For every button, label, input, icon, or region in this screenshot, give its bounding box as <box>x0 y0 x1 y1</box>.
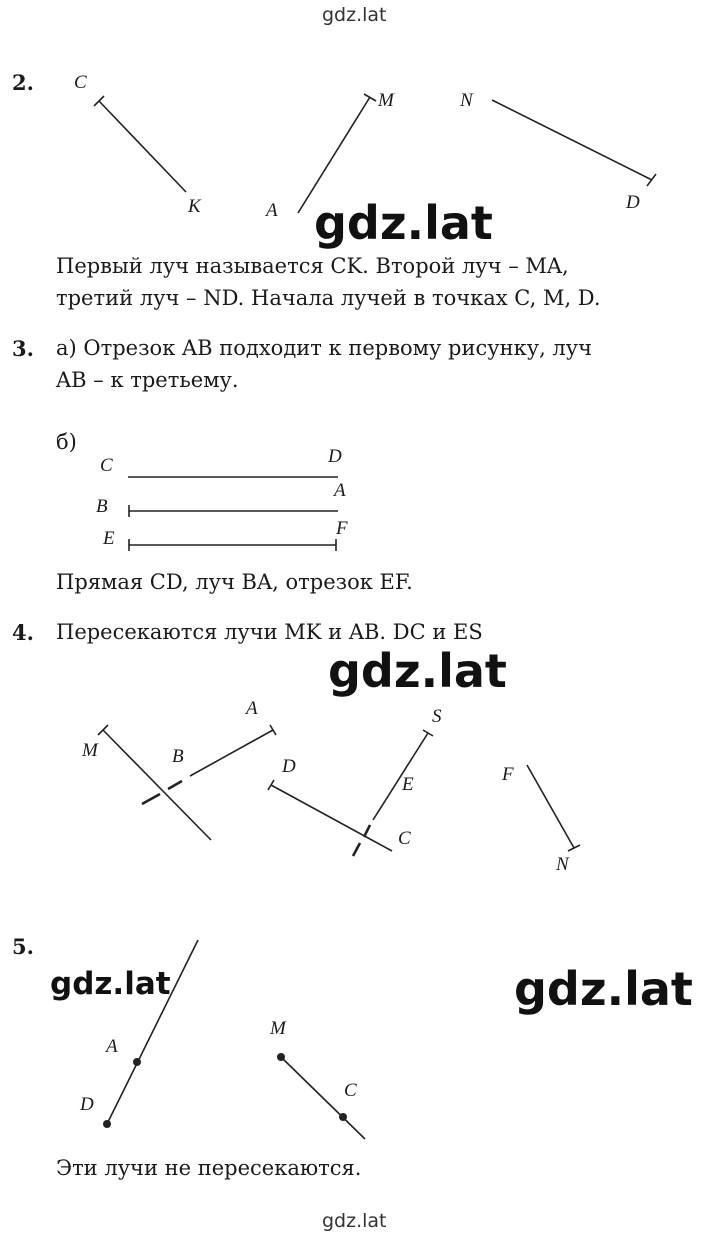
point-d-label: D <box>626 192 640 213</box>
task-3-text-b: Прямая CD, луч BA, отрезок EF. <box>56 570 413 594</box>
site-footer: gdz.lat <box>322 1210 387 1232</box>
point-c-label: C <box>74 72 87 93</box>
task-2-number: 2. <box>12 70 34 95</box>
point-n-label: N <box>460 90 473 111</box>
point-a-label: A <box>246 698 258 719</box>
task-2-text-line-1: Первый луч называется CK. Второй луч – MA, <box>56 254 569 278</box>
task-4-number: 4. <box>12 620 34 645</box>
ray-da <box>107 940 198 1124</box>
task-5-text: Эти лучи не пересекаются. <box>56 1156 362 1180</box>
point-d-label: D <box>328 446 342 467</box>
point-a <box>133 1058 141 1066</box>
point-m-label: M <box>82 740 98 761</box>
point-c <box>339 1113 347 1121</box>
point-a-label: A <box>334 480 346 501</box>
point-f-label: F <box>336 518 348 539</box>
task-3-number: 3. <box>12 336 34 361</box>
task-2-text-line-2: третий луч – ND. Начала лучей в точках C, M, D. <box>56 286 601 310</box>
point-a-label: A <box>106 1036 118 1057</box>
point-d-label: D <box>80 1094 94 1115</box>
point-k-label: K <box>188 196 201 217</box>
point-d-label: D <box>282 756 296 777</box>
point-b-label: B <box>172 746 184 767</box>
point-m-label: M <box>270 1018 286 1039</box>
task-3-text-a-line-1: а) Отрезок AB подходит к первому рисунку, луч <box>56 336 593 360</box>
point-m <box>277 1053 285 1061</box>
task-3-part-b-label: б) <box>56 430 77 454</box>
point-c-label: C <box>100 455 113 476</box>
task-3-text-a-line-2: AB – к третьему. <box>56 368 239 392</box>
watermark: gdz.lat <box>328 644 507 698</box>
task-5-number: 5. <box>12 934 34 959</box>
point-s-label: S <box>432 706 442 727</box>
point-m-label: M <box>378 90 394 111</box>
point-n-label: N <box>556 854 569 875</box>
task-4-text: Пересекаются лучи MK и AB. DC и ES <box>56 620 483 644</box>
point-a-label: A <box>266 200 278 221</box>
point-f-label: F <box>502 764 514 785</box>
point-b-label: B <box>96 496 108 517</box>
point-d <box>103 1120 111 1128</box>
point-c-label: C <box>398 828 411 849</box>
site-header: gdz.lat <box>322 4 387 26</box>
point-e-label: E <box>402 774 414 795</box>
point-c-label: C <box>344 1080 357 1101</box>
point-e-label: E <box>103 528 115 549</box>
watermark: gdz.lat <box>314 196 493 250</box>
watermark: gdz.lat <box>50 966 171 1002</box>
watermark: gdz.lat <box>514 962 693 1016</box>
